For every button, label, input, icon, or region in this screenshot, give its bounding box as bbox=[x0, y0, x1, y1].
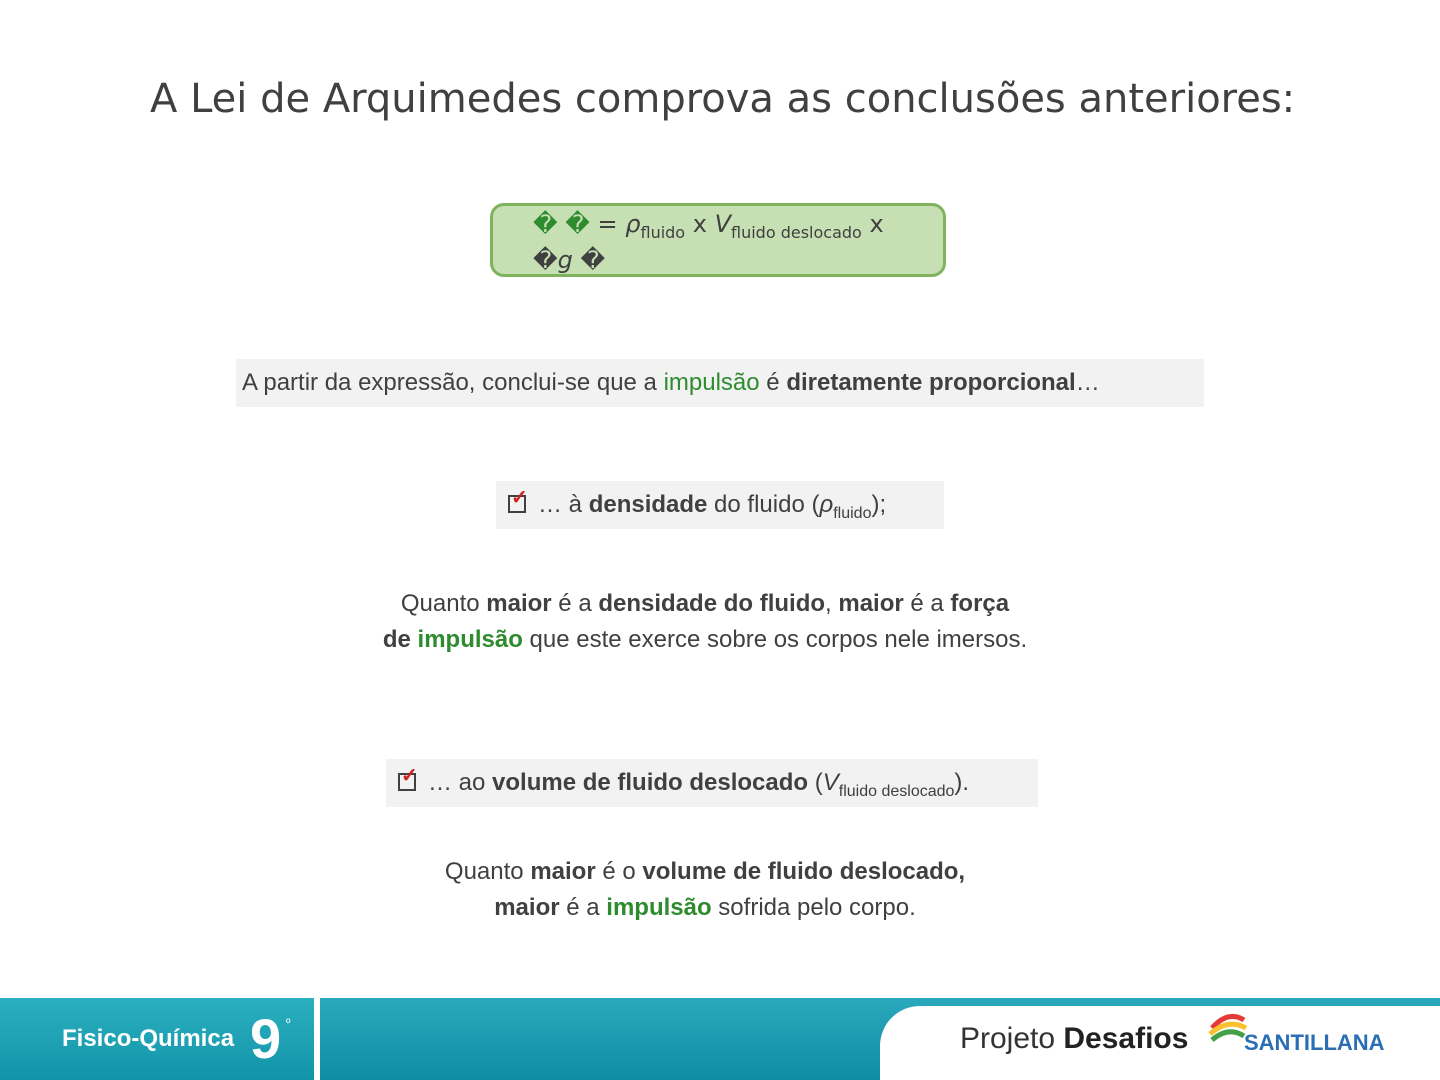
p2-t4: sofrida pelo corpo. bbox=[711, 894, 916, 921]
formula-line-2 bbox=[533, 246, 605, 274]
p1-b4: força bbox=[950, 590, 1010, 617]
p1-t1: Quanto bbox=[400, 590, 487, 617]
p1-b5: de bbox=[382, 626, 418, 653]
point2-suffix: ). bbox=[954, 769, 970, 796]
point1-bold: densidade bbox=[588, 491, 708, 518]
projeto-desafios-logo bbox=[960, 1022, 1188, 1056]
p1-b1: maior bbox=[486, 590, 552, 617]
desafios-text: Desafios bbox=[1063, 1022, 1189, 1055]
point2-bold: volume de fluido deslocado bbox=[492, 769, 809, 796]
p2-b3: maior bbox=[494, 894, 560, 921]
formula-line-1 bbox=[533, 210, 884, 242]
intro-ellipsis: … bbox=[1075, 369, 1100, 396]
p1-t3: , bbox=[825, 590, 839, 617]
p2-b1: maior bbox=[530, 858, 596, 885]
p1-b3: maior bbox=[838, 590, 904, 617]
p1-impulsao: impulsão bbox=[417, 626, 523, 653]
projeto-text: Projeto bbox=[960, 1022, 1064, 1055]
point-density bbox=[496, 481, 944, 529]
formula-sub-fluido-deslocado: fluido deslocado bbox=[731, 223, 862, 242]
intro-statement bbox=[236, 359, 1204, 407]
density-explanation bbox=[0, 586, 1410, 658]
grade-number: 9 bbox=[250, 1007, 282, 1070]
p2-b2: volume de fluido deslocado, bbox=[642, 858, 966, 885]
formula-volume: V bbox=[714, 210, 731, 238]
p1-t4: é a bbox=[903, 590, 951, 617]
formula-glyph-a: � bbox=[533, 246, 558, 274]
santillana-swirl-icon bbox=[1208, 1010, 1248, 1046]
formula-gravity: g bbox=[557, 246, 573, 274]
point-volume bbox=[386, 759, 1038, 807]
point1-sub: fluido bbox=[833, 505, 872, 522]
intro-text: A partir da expressão, conclui-se que a bbox=[242, 369, 664, 396]
point2-text: ( bbox=[808, 769, 823, 796]
point2-prefix: … ao bbox=[428, 769, 493, 796]
p2-t1: Quanto bbox=[444, 858, 531, 885]
formula-sub-fluido: fluido bbox=[640, 223, 686, 242]
santillana-logo: SANTILLANA bbox=[1244, 1030, 1385, 1055]
volume-explanation bbox=[0, 854, 1410, 926]
formula-times-1: x bbox=[692, 210, 707, 238]
intro-text-2: é bbox=[759, 369, 787, 396]
subject-label: Fisico-Química bbox=[62, 1025, 235, 1052]
checkbox-icon bbox=[508, 495, 526, 513]
p2-impulsao: impulsão bbox=[606, 894, 712, 921]
archimedes-formula-box bbox=[490, 203, 946, 277]
point1-suffix: ); bbox=[871, 491, 887, 518]
point2-v: V bbox=[822, 769, 839, 796]
formula-glyph-b: � bbox=[580, 246, 606, 274]
p2-t3: é a bbox=[559, 894, 607, 921]
point1-prefix: … à bbox=[538, 491, 589, 518]
p2-t2: é o bbox=[595, 858, 643, 885]
point2-sub: fluido deslocado bbox=[838, 783, 955, 800]
grade-ordinal: º bbox=[286, 1016, 291, 1030]
intro-impulsao: impulsão bbox=[663, 369, 760, 396]
p1-t5: que este exerce sobre os corpos nele imersos. bbox=[522, 626, 1028, 653]
p1-b2: densidade do fluido bbox=[598, 590, 826, 617]
formula-impulse-symbol: � � bbox=[533, 210, 590, 238]
point1-rho: ρ bbox=[819, 491, 834, 518]
checkbox-icon bbox=[398, 773, 416, 791]
formula-rho: ρ bbox=[625, 210, 641, 238]
footer-bar bbox=[0, 998, 1440, 1080]
formula-times-2: x bbox=[869, 210, 884, 238]
footer-subject-panel bbox=[0, 998, 314, 1080]
formula-equals: = bbox=[597, 210, 618, 238]
point1-text: do fluido ( bbox=[707, 491, 820, 518]
p1-t2: é a bbox=[551, 590, 599, 617]
page-title: A Lei de Arquimedes comprova as conclusões anteriores: bbox=[150, 76, 1296, 122]
intro-bold: diretamente proporcional bbox=[786, 369, 1076, 396]
